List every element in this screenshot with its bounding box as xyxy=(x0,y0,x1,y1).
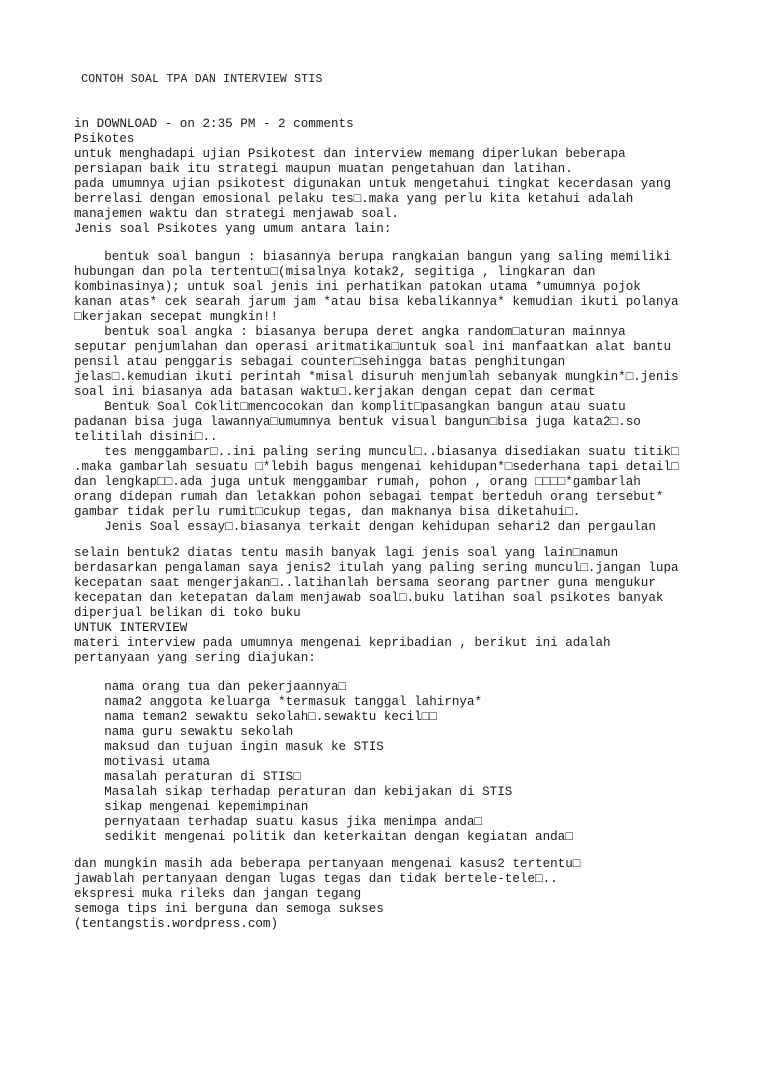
text-line: dan lengkap□□.ada juga untuk menggambar rumah, pohon , orang □□□□*gambarlah xyxy=(74,475,641,489)
text-line: pada umumnya ujian psikotest digunakan untuk mengetahui tingkat kecerdasan yang xyxy=(74,177,672,191)
text-line: bentuk soal bangun : biasannya berupa rangkaian bangun yang saling memiliki xyxy=(74,250,672,264)
text-line: kecepatan saat mengerjakan□..latihanlah bersama seorang partner guna mengukur xyxy=(74,576,656,590)
text-line: .maka gambarlah sesuatu □*lebih bagus mengenai kehidupan*□sederhana tapi detail□ xyxy=(74,460,679,474)
text-line: semoga tips ini berguna dan semoga sukses xyxy=(74,902,384,916)
text-line: ekspresi muka rileks dan jangan tegang xyxy=(74,887,362,901)
text-line: soal ini biasanya ada batasan waktu□.kerjakan dengan cepat dan cermat xyxy=(74,385,596,399)
text-line: orang didepan rumah dan letakkan pohon sebagai tempat berteduh orang tersebut* xyxy=(74,490,664,504)
list-item: pernyataan terhadap suatu kasus jika menimpa anda□ xyxy=(74,815,483,829)
list-item: sedikit mengenai politik dan keterkaitan dengan kegiatan anda□ xyxy=(74,830,573,844)
text-line: gambar tidak perlu rumit□cukup tegas, dan maknanya bisa diketahui□. xyxy=(74,505,581,519)
text-line: kombinasinya); untuk soal jenis ini perhatikan patokan utama *umumnya pojok xyxy=(74,280,641,294)
text-line: pensil atau penggaris sebagai counter□sehingga batas penghitungan xyxy=(74,355,566,369)
list-item: Masalah sikap terhadap peraturan dan kebijakan di STIS xyxy=(74,785,513,799)
text-line: □kerjakan secepat mungkin!! xyxy=(74,310,279,324)
text-line: hubungan dan pola tertentu□(misalnya kotak2, segitiga , lingkaran dan xyxy=(74,265,596,279)
text-line: untuk menghadapi ujian Psikotest dan interview memang diperlukan beberapa xyxy=(74,147,626,161)
list-item: nama orang tua dan pekerjaannya□ xyxy=(74,680,347,694)
text-line: padanan bisa juga lawannya□umumnya bentuk visual bangun□bisa juga kata2□.so xyxy=(74,415,641,429)
list-item: motivasi utama xyxy=(74,755,211,769)
text-line: selain bentuk2 diatas tentu masih banyak lagi jenis soal yang lain□namun xyxy=(74,546,619,560)
document-title: CONTOH SOAL TPA DAN INTERVIEW STIS xyxy=(74,73,323,86)
text-line: berrelasi dengan emosional pelaku tes□.maka yang perlu kita ketahui adalah xyxy=(74,192,634,206)
section-heading: UNTUK INTERVIEW xyxy=(74,621,188,635)
list-item: maksud dan tujuan ingin masuk ke STIS xyxy=(74,740,384,754)
post-meta: in DOWNLOAD - on 2:35 PM - 2 comments xyxy=(74,117,354,131)
text-line: bentuk soal angka : biasanya berupa deret angka random□aturan mainnya xyxy=(74,325,626,339)
text-line: pertanyaan yang sering diajukan: xyxy=(74,651,316,665)
source-credit: (tentangstis.wordpress.com) xyxy=(74,917,279,931)
list-item: masalah peraturan di STIS□ xyxy=(74,770,301,784)
text-line: jelas□.kemudian ikuti perintah *misal disuruh menjumlah sebanyak mungkin*□.jenis xyxy=(74,370,679,384)
text-line: materi interview pada umumnya mengenai kepribadian , berikut ini adalah xyxy=(74,636,611,650)
text-line: Jenis Soal essay□.biasanya terkait dengan kehidupan sehari2 dan pergaulan xyxy=(74,520,656,534)
text-line: dan mungkin masih ada beberapa pertanyaan mengenai kasus2 tertentu□ xyxy=(74,857,581,871)
text-line: manajemen waktu dan strategi menjawab soal. xyxy=(74,207,399,221)
text-line: Psikotes xyxy=(74,132,135,146)
text-line: Bentuk Soal Coklit□mencocokan dan komplit□pasangkan bangun atau suatu xyxy=(74,400,626,414)
list-item: nama teman2 sewaktu sekolah□.sewaktu kecil□□ xyxy=(74,710,437,724)
list-item: sikap mengenai kepemimpinan xyxy=(74,800,309,814)
text-line: Jenis soal Psikotes yang umum antara lain: xyxy=(74,222,392,236)
text-line: persiapan baik itu strategi maupun muatan pengetahuan dan latihan. xyxy=(74,162,573,176)
text-line: seputar penjumlahan dan operasi aritmatika□untuk soal ini manfaatkan alat bantu xyxy=(74,340,672,354)
text-line: telitilah disini□.. xyxy=(74,430,218,444)
text-line: kanan atas* cek searah jarum jam *atau bisa kebalikannya* kemudian ikuti polanya xyxy=(74,295,679,309)
text-line: tes menggambar□..ini paling sering muncul□..biasanya disediakan suatu titik□ xyxy=(74,445,679,459)
list-item: nama guru sewaktu sekolah xyxy=(74,725,294,739)
text-line: berdasarkan pengalaman saya jenis2 itulah yang paling sering muncul□.jangan lupa xyxy=(74,561,679,575)
list-item: nama2 anggota keluarga *termasuk tanggal lahirnya* xyxy=(74,695,483,709)
text-line: kecepatan dan ketepatan dalam menjawab soal□.buku latihan soal psikotes banyak xyxy=(74,591,664,605)
text-line: jawablah pertanyaan dengan lugas tegas dan tidak bertele-tele□.. xyxy=(74,872,558,886)
text-line: diperjual belikan di toko buku xyxy=(74,606,301,620)
